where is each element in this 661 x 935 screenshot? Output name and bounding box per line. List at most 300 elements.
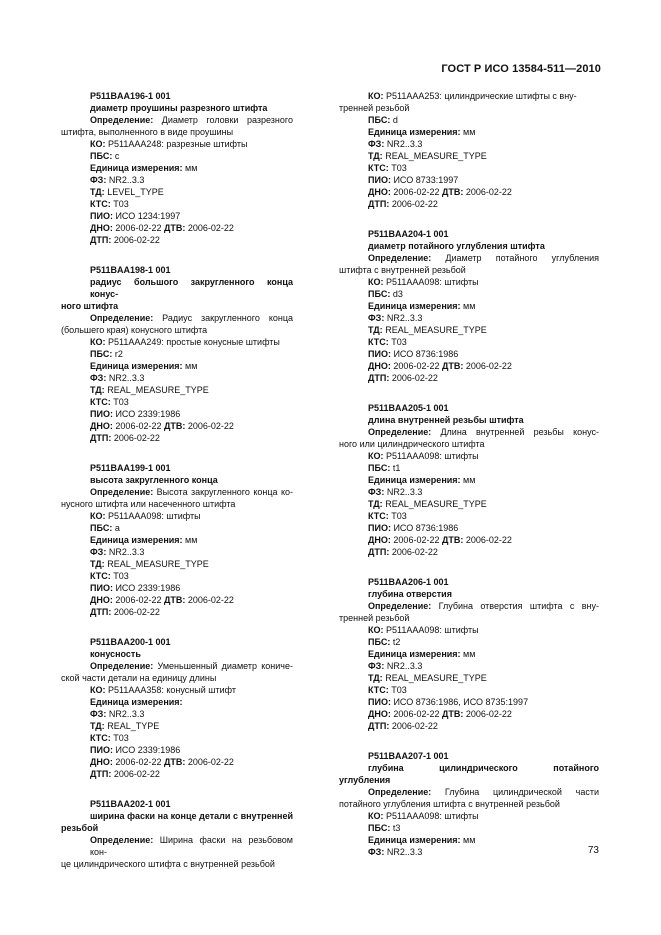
field-value: P511AAA098: штифты [383,625,479,635]
field-line [339,822,599,834]
field-label: ФЗ: [90,373,107,383]
field-line [61,186,293,198]
definition-line: тренней резьбой [339,613,410,623]
definition-label: Определение: [368,787,432,797]
field-value: d [390,115,398,125]
field-value: d3 [390,289,403,299]
field-label: ФЗ: [368,139,385,149]
term-code: P511BAA204-1 001 [368,229,449,239]
field-label: ТД: [90,385,105,395]
field-line [339,672,599,684]
field-value: NR2..3.3 [384,313,423,323]
field-value: 2006-02-22 [111,769,160,779]
field-line [61,534,293,546]
field-label: ПИО: [90,583,113,593]
field-line [61,336,293,348]
field-line [339,510,599,522]
field-line [61,546,293,558]
field-value: T03 [388,163,407,173]
field-value: 2006-02-22 [390,535,440,545]
field-line [339,186,599,198]
field-line [339,810,599,822]
field-value: 2006-02-22 [112,421,162,431]
term-code: P511BAA196-1 001 [90,91,171,101]
field-label: ДТВ: [439,187,464,197]
field-value: NR2..3.3 [384,661,423,671]
field-value: P511AAA098: штифты [383,811,479,821]
field-value: P511AAA248: разрезные штифты [105,139,248,149]
term-title: резьбой [61,823,99,833]
field-label: КО: [90,511,106,521]
field-value: REAL_MEASURE_TYPE [382,673,487,683]
field-label: ПИО: [368,697,391,707]
field-label: ТД: [368,673,383,683]
field-label: КО: [368,451,384,461]
field-value: REAL_TYPE [104,721,160,731]
field-value: 2006-02-22 [185,223,234,233]
field-label: ПИО: [368,349,391,359]
field-value: 2006-02-22 [463,535,512,545]
field-line [339,372,599,384]
field-line [339,660,599,672]
field-line [339,708,599,720]
field-value: мм [182,535,198,545]
term-entry [61,90,293,246]
field-label: ДТП: [368,199,390,209]
definition-line: Определение: Глубина отверстия штифта с вну- [368,601,599,611]
field-value: 2006-02-22 [389,547,438,557]
field-label: ДТП: [368,721,390,731]
field-value: P511AAA253: цилиндрические штифты с вну- [383,91,577,101]
field-label: ДТП: [368,547,390,557]
left-column [61,90,293,888]
field-label: ФЗ: [90,547,107,557]
field-label: КТС: [368,511,389,521]
field-label: ДТВ: [161,595,186,605]
field-value: P511AAA098: штифты [383,451,479,461]
field-value: ИСО 8736:1986, ИСО 8735:1997 [390,697,529,707]
definition-line: Определение: Радиус закругленного конца [90,313,293,323]
field-label: ДТВ: [161,223,186,233]
document-header: ГОСТ Р ИСО 13584-511—2010 [441,63,601,75]
field-value: 2006-02-22 [112,223,162,233]
field-line [61,174,293,186]
right-column [339,90,599,876]
field-line [339,486,599,498]
term-title: ного штифта [61,301,119,311]
definition-label: Определение: [90,115,154,125]
field-line [61,510,293,522]
field-label: ПБС: [90,523,113,533]
field-label: КТС: [90,571,111,581]
term-title: диаметр проушины разрезного штифта [90,103,268,113]
field-value: 2006-02-22 [390,361,440,371]
field-line [339,684,599,696]
field-line [61,522,293,534]
field-line [61,684,293,696]
field-label: ПИО: [90,745,113,755]
term-code: P511BAA206-1 001 [368,577,449,587]
term-title: глубина цилиндрического потайного [368,763,599,773]
field-label: ДТП: [90,607,112,617]
page-number: 73 [587,845,599,856]
field-value: t3 [390,823,401,833]
field-line [339,696,599,708]
field-label: Единица измерения: [368,649,461,659]
term-entry [61,636,293,780]
field-label: КО: [90,685,106,695]
field-label: ТД: [368,499,383,509]
field-label: КО: [90,337,106,347]
field-value: мм [182,361,198,371]
term-code: P511BAA202-1 001 [90,799,171,809]
field-label: ДНО: [368,535,391,545]
field-value: ИСО 8736:1986 [390,523,459,533]
term-entry [339,750,599,858]
field-line [339,636,599,648]
term-title: конусность [90,649,141,659]
field-label: ФЗ: [368,847,385,857]
field-line [339,348,599,360]
field-line [339,360,599,372]
field-line [339,300,599,312]
field-line [61,606,293,618]
definition-label: Определение: [90,487,154,497]
field-line [339,162,599,174]
field-value: 2006-02-22 [390,187,440,197]
definition-label: Определение: [368,427,432,437]
definition-line: це цилиндрического штифта с внутренней резьбой [61,859,275,869]
continuation-line [339,90,599,102]
field-value: P511AAA358: конусный штифт [105,685,236,695]
field-value: REAL_MEASURE_TYPE [382,325,487,335]
definition-line: нусного штифта или насеченного штифта [61,499,236,509]
field-line [339,834,599,846]
field-label: ПИО: [90,409,113,419]
definition-line: ской части детали на единицу длины [61,673,217,683]
field-label: ДТП: [90,769,112,779]
field-label: ПБС: [368,637,391,647]
term-entry [339,576,599,732]
field-line [339,324,599,336]
field-value: мм [460,835,476,845]
field-value: мм [460,301,476,311]
field-label: КО: [90,139,106,149]
field-label: КТС: [90,199,111,209]
field-label: ПИО: [90,211,113,221]
field-line [61,582,293,594]
field-label: ТД: [90,559,105,569]
definition-label: Определение: [90,313,154,323]
field-value: P511AAA249: простые конусные штифты [105,337,280,347]
field-value: мм [460,649,476,659]
term-entry [339,228,599,384]
field-label: Единица измерения: [368,835,461,845]
field-value: ИСО 1234:1997 [112,211,181,221]
term-entry [339,90,599,210]
field-line [61,210,293,222]
field-line [61,348,293,360]
definition-line: Определение: Глубина цилиндрической части [368,787,599,797]
field-value: 2006-02-22 [389,721,438,731]
field-value: P511AAA098: штифты [383,277,479,287]
field-label: КТС: [368,685,389,695]
definition-label: Определение: [368,253,432,263]
field-label: ДНО: [90,421,113,431]
field-label: ДНО: [90,595,113,605]
field-label: ТД: [368,151,383,161]
field-line [61,558,293,570]
field-line [61,198,293,210]
field-label: Единица измерения: [90,361,183,371]
field-line [61,408,293,420]
definition-line: (большего края) конусного штифта [61,325,208,335]
term-entry [61,264,293,444]
field-label: ПИО: [368,175,391,185]
field-value: NR2..3.3 [106,709,145,719]
definition-line: Определение: Диаметр головки разрезного [90,115,293,125]
field-value: T03 [388,685,407,695]
field-label: Единица измерения: [90,163,183,173]
field-label: ТД: [90,187,105,197]
field-label: КО: [368,91,384,101]
field-label: ДТП: [90,235,112,245]
field-value: 2006-02-22 [463,709,512,719]
field-label: ТД: [368,325,383,335]
definition-line: Определение: Уменьшенный диаметр кониче- [90,661,293,671]
field-value: 2006-02-22 [111,607,160,617]
field-value: NR2..3.3 [106,373,145,383]
field-label: ДТП: [90,433,112,443]
field-value: мм [460,127,476,137]
field-label: Единица измерения: [368,127,461,137]
field-line [339,150,599,162]
field-line [339,846,599,858]
term-entry [61,798,293,870]
field-line [339,276,599,288]
field-line [61,594,293,606]
field-line [339,138,599,150]
definition-line: потайного углубления штифта с внутренней резьбой [339,799,560,809]
field-label: ПБС: [368,289,391,299]
field-line [61,150,293,162]
field-value: 2006-02-22 [185,595,234,605]
term-code: P511BAA200-1 001 [90,637,171,647]
field-label: ПБС: [368,115,391,125]
field-value: a [112,523,120,533]
field-value: 2006-02-22 [112,595,162,605]
definition-line: Определение: Диаметр потайного углубления [368,253,599,263]
definition-label: Определение: [90,661,154,671]
field-label: ФЗ: [90,709,107,719]
field-line [61,360,293,372]
field-label: ДНО: [368,709,391,719]
field-value: 2006-02-22 [185,421,234,431]
field-value: NR2..3.3 [384,139,423,149]
field-line [339,534,599,546]
field-value: NR2..3.3 [106,175,145,185]
field-line [339,174,599,186]
field-value: ИСО 2339:1986 [112,583,181,593]
field-label: Единица измерения: [90,535,183,545]
field-value: NR2..3.3 [384,487,423,497]
field-value: REAL_MEASURE_TYPE [382,499,487,509]
field-value: REAL_MEASURE_TYPE [382,151,487,161]
field-line [339,114,599,126]
term-code: P511BAA205-1 001 [368,403,449,413]
field-value: 2006-02-22 [185,757,234,767]
field-value: REAL_MEASURE_TYPE [104,385,209,395]
term-code: P511BAA199-1 001 [90,463,171,473]
field-value: ИСО 8733:1997 [390,175,459,185]
field-label: ПБС: [90,151,113,161]
field-value: T03 [110,199,129,209]
definition-line: Определение: Высота закругленного конца ко- [90,487,293,497]
field-value: ИСО 2339:1986 [112,409,181,419]
field-label: ФЗ: [368,487,385,497]
field-line [61,384,293,396]
term-title: углубления [339,775,391,785]
field-value: P511AAA098: штифты [105,511,201,521]
field-label: ФЗ: [368,313,385,323]
field-line [339,312,599,324]
field-value: T03 [110,571,129,581]
definition-label: Определение: [90,835,154,845]
term-entry [61,462,293,618]
field-label: ДНО: [90,757,113,767]
field-line [61,756,293,768]
field-label: ДТВ: [439,535,464,545]
field-label: Единица измерения: [368,475,461,485]
field-line [61,432,293,444]
field-line [339,336,599,348]
field-value: 2006-02-22 [112,757,162,767]
field-label: ПИО: [368,523,391,533]
field-label: ДНО: [368,187,391,197]
field-value: NR2..3.3 [106,547,145,557]
field-line [61,138,293,150]
field-line [61,234,293,246]
field-line [61,708,293,720]
field-value: 2006-02-22 [389,199,438,209]
term-title: ширина фаски на конце детали с внутренней [90,811,293,821]
term-title: высота закругленного конца [90,475,218,485]
field-label: ПБС: [368,463,391,473]
field-line [61,222,293,234]
field-value: c [112,151,120,161]
field-line [61,162,293,174]
field-line [61,732,293,744]
field-label: КО: [368,277,384,287]
field-line [339,462,599,474]
field-value: 2006-02-22 [111,235,160,245]
field-value: 2006-02-22 [390,709,440,719]
field-label: ДНО: [368,361,391,371]
field-label: ДТВ: [439,361,464,371]
field-value: T03 [110,733,129,743]
field-line [61,768,293,780]
field-value: 2006-02-22 [111,433,160,443]
definition-line: Определение: Длина внутренней резьбы конус- [368,427,599,437]
definition-line: штифта с внутренней резьбой [339,265,466,275]
field-label: КТС: [368,337,389,347]
field-label: КО: [368,811,384,821]
field-label: ПБС: [90,349,113,359]
term-code: P511BAA207-1 001 [368,751,449,761]
term-title: радиус большого закругленного конца конус- [90,277,293,299]
field-value: t1 [390,463,401,473]
field-value: 2006-02-22 [463,187,512,197]
field-line [61,744,293,756]
field-value: мм [460,475,476,485]
field-line [61,396,293,408]
field-label: ПБС: [368,823,391,833]
field-label: ДНО: [90,223,113,233]
field-line [339,126,599,138]
field-label: КО: [368,625,384,635]
field-label: КТС: [368,163,389,173]
term-title: глубина отверстия [368,589,452,599]
field-value: мм [182,163,198,173]
field-line [339,450,599,462]
field-value: T03 [388,511,407,521]
term-title: диаметр потайного углубления штифта [368,241,545,251]
field-value: T03 [110,397,129,407]
field-line [339,474,599,486]
field-value: ИСО 8736:1986 [390,349,459,359]
field-label: ФЗ: [368,661,385,671]
field-value: NR2..3.3 [384,847,423,857]
field-label: ДТВ: [439,709,464,719]
field-value: 2006-02-22 [463,361,512,371]
field-label: ДТВ: [161,421,186,431]
field-value: ИСО 2339:1986 [112,745,181,755]
field-line [339,546,599,558]
definition-line: Определение: Ширина фаски на резьбовом кон- [90,835,293,857]
field-value: r2 [112,349,123,359]
field-label: КТС: [90,733,111,743]
field-label: КТС: [90,397,111,407]
term-code: P511BAA198-1 001 [90,265,171,275]
term-title: длина внутренней резьбы штифта [368,415,524,425]
definition-line: ного или цилиндрического штифта [339,439,485,449]
field-line [61,420,293,432]
field-label: ДТВ: [161,757,186,767]
field-line [61,570,293,582]
field-label: ДТП: [368,373,390,383]
field-line [339,624,599,636]
field-line [339,288,599,300]
field-label: Единица измерения: [368,301,461,311]
field-value: 2006-02-22 [389,373,438,383]
definition-label: Определение: [368,601,432,611]
field-value: t2 [390,637,401,647]
field-line [339,198,599,210]
field-line [339,498,599,510]
field-label: ТД: [90,721,105,731]
term-entry [339,402,599,558]
continuation-line: тренней резьбой [339,103,410,113]
field-value: LEVEL_TYPE [104,187,164,197]
field-line [61,720,293,732]
field-line [339,522,599,534]
field-line [339,648,599,660]
field-line [339,720,599,732]
field-label: ФЗ: [90,175,107,185]
definition-line: штифта, выполненного в виде проушины [61,127,234,137]
field-value: T03 [388,337,407,347]
field-value: REAL_MEASURE_TYPE [104,559,209,569]
